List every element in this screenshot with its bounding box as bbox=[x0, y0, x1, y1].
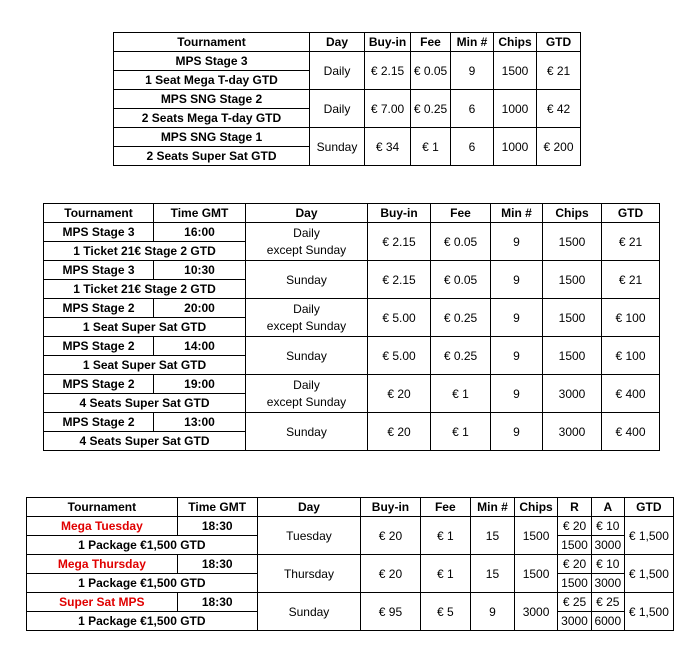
schedule-table-3 bbox=[26, 497, 674, 631]
buyin-cell: € 20 bbox=[368, 375, 431, 413]
rebuy-chips-cell: 1500 bbox=[558, 536, 592, 555]
tournament-name: MPS Stage 3 bbox=[44, 223, 154, 242]
buyin-cell: € 34 bbox=[365, 128, 411, 166]
day-line-1: Sunday bbox=[286, 424, 327, 439]
chips-cell: 1500 bbox=[543, 223, 602, 261]
buyin-cell: € 20 bbox=[368, 413, 431, 451]
prize-description: 1 Package €1,500 GTD bbox=[27, 536, 258, 555]
header-time: Time GMT bbox=[154, 204, 246, 223]
fee-cell: € 0.05 bbox=[431, 261, 491, 299]
buyin-cell: € 20 bbox=[361, 517, 420, 555]
fee-cell: € 1 bbox=[431, 413, 491, 451]
table-header-row bbox=[114, 33, 581, 52]
time-cell: 13:00 bbox=[154, 413, 246, 432]
day-cell: Tuesday bbox=[257, 517, 361, 555]
table-row bbox=[27, 593, 674, 612]
day-cell bbox=[246, 261, 368, 299]
table-header-row bbox=[27, 498, 674, 517]
prize-description: 4 Seats Super Sat GTD bbox=[44, 432, 246, 451]
header-buyin: Buy-in bbox=[365, 33, 411, 52]
tournament-name: Super Sat MPS bbox=[27, 593, 178, 612]
header-day: Day bbox=[257, 498, 361, 517]
prize-description: 2 Seats Super Sat GTD bbox=[114, 147, 310, 166]
buyin-cell: € 2.15 bbox=[368, 223, 431, 261]
tournament-name: MPS Stage 2 bbox=[44, 299, 154, 318]
min-players-cell: 9 bbox=[470, 593, 514, 631]
schedule-table-1 bbox=[113, 32, 581, 166]
header-time: Time GMT bbox=[177, 498, 257, 517]
header-gtd: GTD bbox=[537, 33, 581, 52]
table-row bbox=[44, 261, 660, 280]
tournament-name: MPS Stage 3 bbox=[114, 52, 310, 71]
header-tournament: Tournament bbox=[27, 498, 178, 517]
min-players-cell: 9 bbox=[491, 413, 543, 451]
header-chips: Chips bbox=[543, 204, 602, 223]
table-row bbox=[114, 128, 581, 147]
day-line-2: except Sunday bbox=[266, 395, 347, 409]
min-players-cell: 15 bbox=[470, 555, 514, 593]
buyin-cell: € 5.00 bbox=[368, 337, 431, 375]
time-cell: 10:30 bbox=[154, 261, 246, 280]
chips-cell: 3000 bbox=[543, 413, 602, 451]
day-cell: Thursday bbox=[257, 555, 361, 593]
buyin-cell: € 2.15 bbox=[365, 52, 411, 90]
header-a: A bbox=[591, 498, 624, 517]
addon-cost-cell: € 25 bbox=[591, 593, 624, 612]
gtd-cell: € 21 bbox=[602, 261, 660, 299]
table-header-row bbox=[44, 204, 660, 223]
fee-cell: € 1 bbox=[411, 128, 451, 166]
header-chips: Chips bbox=[515, 498, 558, 517]
table-row bbox=[44, 337, 660, 356]
day-line-1: Daily bbox=[293, 302, 320, 316]
day-line-1: Daily bbox=[293, 226, 320, 240]
header-tournament: Tournament bbox=[44, 204, 154, 223]
chips-cell: 1500 bbox=[543, 261, 602, 299]
table-row bbox=[44, 299, 660, 318]
day-cell bbox=[246, 223, 368, 261]
tournament-name: Mega Tuesday bbox=[27, 517, 178, 536]
time-cell: 18:30 bbox=[177, 593, 257, 612]
addon-cost-cell: € 10 bbox=[591, 517, 624, 536]
day-line-2: except Sunday bbox=[266, 243, 347, 257]
prize-description: 1 Seat Super Sat GTD bbox=[44, 318, 246, 337]
time-cell: 20:00 bbox=[154, 299, 246, 318]
min-players-cell: 9 bbox=[491, 299, 543, 337]
header-gtd: GTD bbox=[602, 204, 660, 223]
chips-cell: 1500 bbox=[515, 517, 558, 555]
chips-cell: 1000 bbox=[494, 128, 537, 166]
buyin-cell: € 7.00 bbox=[365, 90, 411, 128]
time-cell: 19:00 bbox=[154, 375, 246, 394]
min-players-cell: 6 bbox=[451, 90, 494, 128]
tournament-name: MPS Stage 2 bbox=[44, 413, 154, 432]
prize-description: 4 Seats Super Sat GTD bbox=[44, 394, 246, 413]
prize-description: 1 Ticket 21€ Stage 2 GTD bbox=[44, 280, 246, 299]
header-fee: Fee bbox=[431, 204, 491, 223]
chips-cell: 1500 bbox=[515, 555, 558, 593]
fee-cell: € 5 bbox=[420, 593, 470, 631]
fee-cell: € 1 bbox=[420, 555, 470, 593]
rebuy-cost-cell: € 20 bbox=[558, 555, 592, 574]
chips-cell: 1000 bbox=[494, 90, 537, 128]
prize-description: 2 Seats Mega T-day GTD bbox=[114, 109, 310, 128]
day-cell bbox=[246, 413, 368, 451]
header-gtd: GTD bbox=[624, 498, 673, 517]
min-players-cell: 9 bbox=[491, 375, 543, 413]
gtd-cell: € 100 bbox=[602, 299, 660, 337]
header-min: Min # bbox=[491, 204, 543, 223]
gtd-cell: € 1,500 bbox=[624, 593, 673, 631]
header-min: Min # bbox=[470, 498, 514, 517]
chips-cell: 1500 bbox=[543, 299, 602, 337]
table-row bbox=[27, 555, 674, 574]
day-cell bbox=[246, 337, 368, 375]
table-row bbox=[44, 375, 660, 394]
gtd-cell: € 1,500 bbox=[624, 517, 673, 555]
day-line-1: Daily bbox=[293, 378, 320, 392]
min-players-cell: 9 bbox=[451, 52, 494, 90]
buyin-cell: € 95 bbox=[361, 593, 420, 631]
min-players-cell: 6 bbox=[451, 128, 494, 166]
fee-cell: € 0.25 bbox=[411, 90, 451, 128]
fee-cell: € 1 bbox=[420, 517, 470, 555]
gtd-cell: € 100 bbox=[602, 337, 660, 375]
header-r: R bbox=[558, 498, 592, 517]
rebuy-chips-cell: 1500 bbox=[558, 574, 592, 593]
table-row bbox=[44, 413, 660, 432]
day-cell: Sunday bbox=[310, 128, 365, 166]
prize-description: 1 Package €1,500 GTD bbox=[27, 612, 258, 631]
header-day: Day bbox=[246, 204, 368, 223]
buyin-cell: € 20 bbox=[361, 555, 420, 593]
schedule-table-2 bbox=[43, 203, 660, 451]
min-players-cell: 15 bbox=[470, 517, 514, 555]
gtd-cell: € 400 bbox=[602, 375, 660, 413]
table-row bbox=[44, 223, 660, 242]
time-cell: 18:30 bbox=[177, 517, 257, 536]
min-players-cell: 9 bbox=[491, 223, 543, 261]
addon-chips-cell: 6000 bbox=[591, 612, 624, 631]
prize-description: 1 Package €1,500 GTD bbox=[27, 574, 258, 593]
rebuy-cost-cell: € 25 bbox=[558, 593, 592, 612]
header-tournament: Tournament bbox=[114, 33, 310, 52]
time-cell: 14:00 bbox=[154, 337, 246, 356]
prize-description: 1 Ticket 21€ Stage 2 GTD bbox=[44, 242, 246, 261]
day-cell bbox=[246, 299, 368, 337]
buyin-cell: € 5.00 bbox=[368, 299, 431, 337]
gtd-cell: € 21 bbox=[602, 223, 660, 261]
tournament-name: MPS Stage 2 bbox=[44, 337, 154, 356]
gtd-cell: € 42 bbox=[537, 90, 581, 128]
fee-cell: € 0.25 bbox=[431, 337, 491, 375]
header-min: Min # bbox=[451, 33, 494, 52]
fee-cell: € 1 bbox=[431, 375, 491, 413]
table-row bbox=[27, 517, 674, 536]
prize-description: 1 Seat Super Sat GTD bbox=[44, 356, 246, 375]
rebuy-cost-cell: € 20 bbox=[558, 517, 592, 536]
header-buyin: Buy-in bbox=[361, 498, 420, 517]
tournament-name: MPS Stage 3 bbox=[44, 261, 154, 280]
table-row bbox=[114, 52, 581, 71]
tournament-name: Mega Thursday bbox=[27, 555, 178, 574]
day-cell: Daily bbox=[310, 52, 365, 90]
tournament-name: MPS SNG Stage 2 bbox=[114, 90, 310, 109]
day-cell: Daily bbox=[310, 90, 365, 128]
gtd-cell: € 200 bbox=[537, 128, 581, 166]
rebuy-chips-cell: 3000 bbox=[558, 612, 592, 631]
gtd-cell: € 21 bbox=[537, 52, 581, 90]
day-line-2: except Sunday bbox=[266, 319, 347, 333]
chips-cell: 1500 bbox=[494, 52, 537, 90]
table-row bbox=[114, 90, 581, 109]
header-chips: Chips bbox=[494, 33, 537, 52]
tournament-name: MPS Stage 2 bbox=[44, 375, 154, 394]
addon-cost-cell: € 10 bbox=[591, 555, 624, 574]
buyin-cell: € 2.15 bbox=[368, 261, 431, 299]
day-cell bbox=[246, 375, 368, 413]
addon-chips-cell: 3000 bbox=[591, 574, 624, 593]
prize-description: 1 Seat Mega T-day GTD bbox=[114, 71, 310, 90]
header-fee: Fee bbox=[411, 33, 451, 52]
day-cell: Sunday bbox=[257, 593, 361, 631]
header-buyin: Buy-in bbox=[368, 204, 431, 223]
day-line-1: Sunday bbox=[286, 272, 327, 287]
min-players-cell: 9 bbox=[491, 261, 543, 299]
gtd-cell: € 400 bbox=[602, 413, 660, 451]
chips-cell: 1500 bbox=[543, 337, 602, 375]
time-cell: 16:00 bbox=[154, 223, 246, 242]
time-cell: 18:30 bbox=[177, 555, 257, 574]
tournament-name: MPS SNG Stage 1 bbox=[114, 128, 310, 147]
chips-cell: 3000 bbox=[543, 375, 602, 413]
min-players-cell: 9 bbox=[491, 337, 543, 375]
chips-cell: 3000 bbox=[515, 593, 558, 631]
day-line-1: Sunday bbox=[286, 348, 327, 363]
fee-cell: € 0.25 bbox=[431, 299, 491, 337]
header-day: Day bbox=[310, 33, 365, 52]
gtd-cell: € 1,500 bbox=[624, 555, 673, 593]
fee-cell: € 0.05 bbox=[431, 223, 491, 261]
addon-chips-cell: 3000 bbox=[591, 536, 624, 555]
header-fee: Fee bbox=[420, 498, 470, 517]
fee-cell: € 0.05 bbox=[411, 52, 451, 90]
